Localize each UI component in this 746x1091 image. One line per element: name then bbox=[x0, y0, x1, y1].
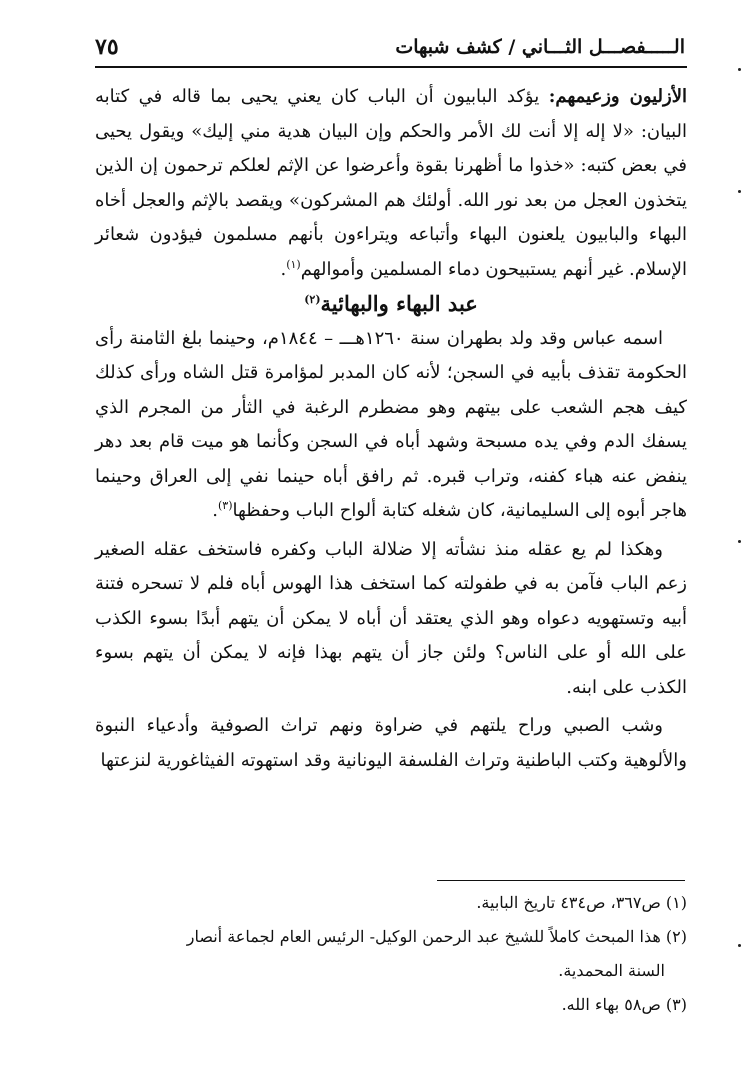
footnote-2 bbox=[95, 920, 687, 954]
running-header bbox=[95, 30, 685, 66]
intro-end: . bbox=[280, 258, 287, 280]
footnote-ref-1[interactable]: (١) bbox=[286, 257, 301, 271]
paragraph-1 bbox=[95, 322, 687, 529]
section-heading bbox=[95, 287, 687, 322]
section-heading-text: عبد البهاء والبهائية bbox=[320, 291, 478, 316]
footnote-divider bbox=[437, 880, 685, 881]
paragraph-3-text: وشب الصبي وراح يلتهم في ضراوة ونهم تراث الصوفية وأدعياء النبوة والألوهية وكتب الباطنية وتراث الفلسفة اليونانية وقد استهوته الفيثاغورية لنزعتها bbox=[95, 715, 687, 771]
paragraph-1-text: اسمه عباس وقد ولد بطهران سنة ١٢٦٠هـــ – ١٨٤٤م، وحينما بلغ الثامنة رأى الحكومة تقذف بأبيه في السجن؛ لأنه كان المدبر لمؤامرة قتل الشاه ورأى كذلك كيف هجم الشعب على بيتهم وهو مضطرم الرغبة في الثأر من المجرم الذي يسفك الدم وفي يده مسبحة وشهد أباه في السجن وكأنما هو ميت قام بعد دهر ينفض عنه هباء كفنه، وتراب قبره. ثم رافق أباه حينما نفي إلى العراق وحينما هاجر أبوه إلى السليمانية، كان شغله كتابة ألواح الباب وحفظها bbox=[95, 327, 687, 521]
margin-dot bbox=[738, 190, 741, 193]
margin-dot bbox=[738, 540, 741, 543]
intro-lead: الأزليون وزعيمهم: bbox=[548, 86, 687, 107]
paragraph-3 bbox=[95, 709, 687, 778]
footnote-1 bbox=[95, 886, 687, 920]
header-divider bbox=[95, 66, 687, 68]
chapter-title: الـــــفصـــل الثـــاني / كشف شبهات bbox=[395, 36, 685, 58]
paragraph-2-text: وهكذا لم يع عقله منذ نشأته إلا ضلالة الباب وكفره فاستخف عقله الصغير زعم الباب فآمن به في طفولته كما استخف هذا الهوس أباه فلم لا تسحره فتنة أبيه وتستهويه دعواه وهو الذي يعتقد أن أباه لا يمكن أن يتهم أبدًا بسوء الكذب على الله أو على الناس؟ ولئن جاز أن يتهم بهذا فإنه لا يمكن أن يتهم بسوء الكذب على ابنه. bbox=[95, 538, 687, 698]
main-text bbox=[95, 80, 687, 778]
page-number: ٧٥ bbox=[95, 34, 119, 60]
footnote-text: ص٣٦٧، ص٤٣٤ تاريخ البابية. bbox=[476, 893, 661, 912]
footnote-ref-2[interactable]: (٢) bbox=[304, 293, 321, 306]
footnote-mark: (٣) bbox=[665, 995, 687, 1014]
intro-paragraph bbox=[95, 80, 687, 287]
footnote-text: السنة المحمدية. bbox=[558, 961, 665, 980]
margin-dot bbox=[738, 68, 741, 71]
footnote-text: هذا المبحث كاملاً للشيخ عبد الرحمن الوكيل- الرئيس العام لجماعة أنصار bbox=[186, 927, 661, 946]
intro-text: يؤكد البابيون أن الباب كان يعني يحيى بما قاله في كتابه البيان: «لا إله إلا أنت لك الأمر والحكم وإن البيان هدية مني إليك» ويقول يحيى في بعض كتبه: «خذوا ما أظهرنا بقوة وأعرضوا عن الإثم لعلكم ترحمون إن الذين يتخذون العجل من بعد نور الله. أولئك هم المشركون» ويقصد بالإثم والعجل أخاه البهاء والبابيون يلعنون البهاء وأتباعه ويتراءون بأنهم مسلمون فيؤدون شعائر الإسلام. غير أنهم يستبيحون دماء المسلمين وأموالهم bbox=[95, 86, 687, 280]
paragraph-1-end: . bbox=[212, 500, 218, 521]
footnote-3 bbox=[95, 988, 687, 1022]
footnotes bbox=[95, 886, 687, 1022]
footnote-ref-3[interactable]: (٣) bbox=[217, 499, 233, 512]
footnote-mark: (١) bbox=[665, 893, 687, 912]
footnote-text: ص٥٨ بهاء الله. bbox=[561, 995, 661, 1014]
footnote-2-continuation bbox=[95, 954, 687, 988]
margin-dot bbox=[738, 944, 741, 947]
paragraph-2 bbox=[95, 533, 687, 706]
footnote-mark: (٢) bbox=[665, 927, 687, 946]
